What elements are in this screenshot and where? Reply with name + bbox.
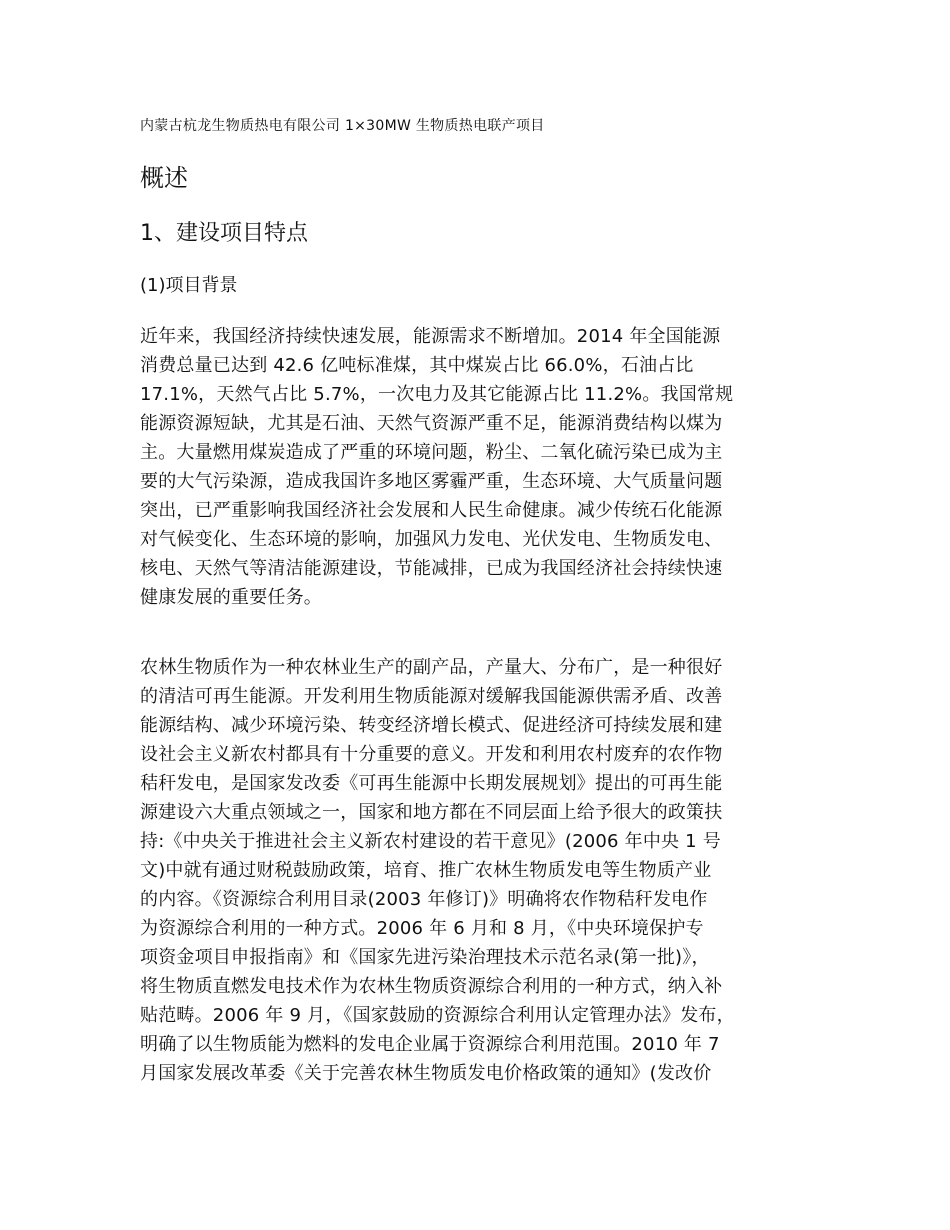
text-line: 明确了以生物质能为燃料的发电企业属于资源综合利用范围。2010 年 7 (140, 1034, 720, 1055)
text-line: 核电、天然气等清洁能源建设，节能减排，已成为我国经济社会持续快速 (140, 558, 723, 579)
page-header: 内蒙古杭龙生物质热电有限公司 1×30MW 生物质热电联产项目 (140, 118, 545, 134)
text-line: 将生物质直燃发电技术作为农林生物质资源综合利用的一种方式，纳入补 (140, 976, 723, 997)
text-line: 主。大量燃用煤炭造成了严重的环境问题，粉尘、二氧化硫污染已成为主 (140, 442, 723, 463)
text-line: 为资源综合利用的一种方式。2006 年 6 月和 8 月，《中央环境保护专 (140, 918, 704, 939)
subsection-heading: (1)项目背景 (140, 275, 238, 296)
text-line: 农林生物质作为一种农林业生产的副产品，产量大、分布广，是一种很好 (140, 657, 723, 678)
text-line: 健康发展的重要任务。 (140, 587, 322, 608)
text-line: 月国家发展改革委《关于完善农林生物质发电价格政策的通知》(发改价 (140, 1063, 712, 1084)
text-line: 能源结构、减少环境污染、转变经济增长模式、促进经济可持续发展和建 (140, 715, 723, 736)
text-line: 设社会主义新农村都具有十分重要的意义。开发和利用农村废弃的农作物 (140, 744, 723, 765)
text-line: 的内容。《资源综合利用目录(2003 年修订)》明确将农作物秸秆发电作 (140, 889, 708, 910)
page-title: 概述 (140, 164, 188, 192)
paragraph-background (140, 322, 840, 612)
text-line: 项资金项目申报指南》和《国家先进污染治理技术示范名录(第一批)》， (140, 947, 710, 968)
text-line: 要的大气污染源，造成我国许多地区雾霾严重，生态环境、大气质量问题 (140, 471, 723, 492)
text-line: 近年来，我国经济持续快速发展，能源需求不断增加。2014 年全国能源 (140, 326, 721, 347)
paragraph-biomass (140, 653, 840, 1088)
text-line: 对气候变化、生态环境的影响，加强风力发电、光伏发电、生物质发电、 (140, 529, 723, 550)
text-line: 源建设六大重点领域之一，国家和地方都在不同层面上给予很大的政策扶 (140, 802, 723, 823)
text-line: 文)中就有通过财税鼓励政策，培育、推广农林生物质发电等生物质产业 (140, 860, 712, 881)
text-line: 的清洁可再生能源。开发利用生物质能源对缓解我国能源供需矛盾、改善 (140, 686, 723, 707)
text-line: 贴范畴。2006 年 9 月，《国家鼓励的资源综合利用认定管理办法》发布， (140, 1005, 735, 1026)
text-line: 能源资源短缺，尤其是石油、天然气资源严重不足，能源消费结构以煤为 (140, 413, 723, 434)
text-line: 秸秆发电，是国家发改委《可再生能源中长期发展规划》提出的可再生能 (140, 773, 723, 794)
text-line: 持:《中央关于推进社会主义新农村建设的若干意见》(2006 年中央 1 号 (140, 831, 721, 852)
text-line: 消费总量已达到 42.6 亿吨标准煤，其中煤炭占比 66.0%，石油占比 (140, 355, 694, 376)
section-heading: 1、建设项目特点 (140, 221, 308, 246)
text-line: 17.1%，天然气占比 5.7%，一次电力及其它能源占比 11.2%。我国常规 (140, 384, 734, 405)
text-line: 突出，已严重影响我国经济社会发展和人民生命健康。减少传统石化能源 (140, 500, 723, 521)
